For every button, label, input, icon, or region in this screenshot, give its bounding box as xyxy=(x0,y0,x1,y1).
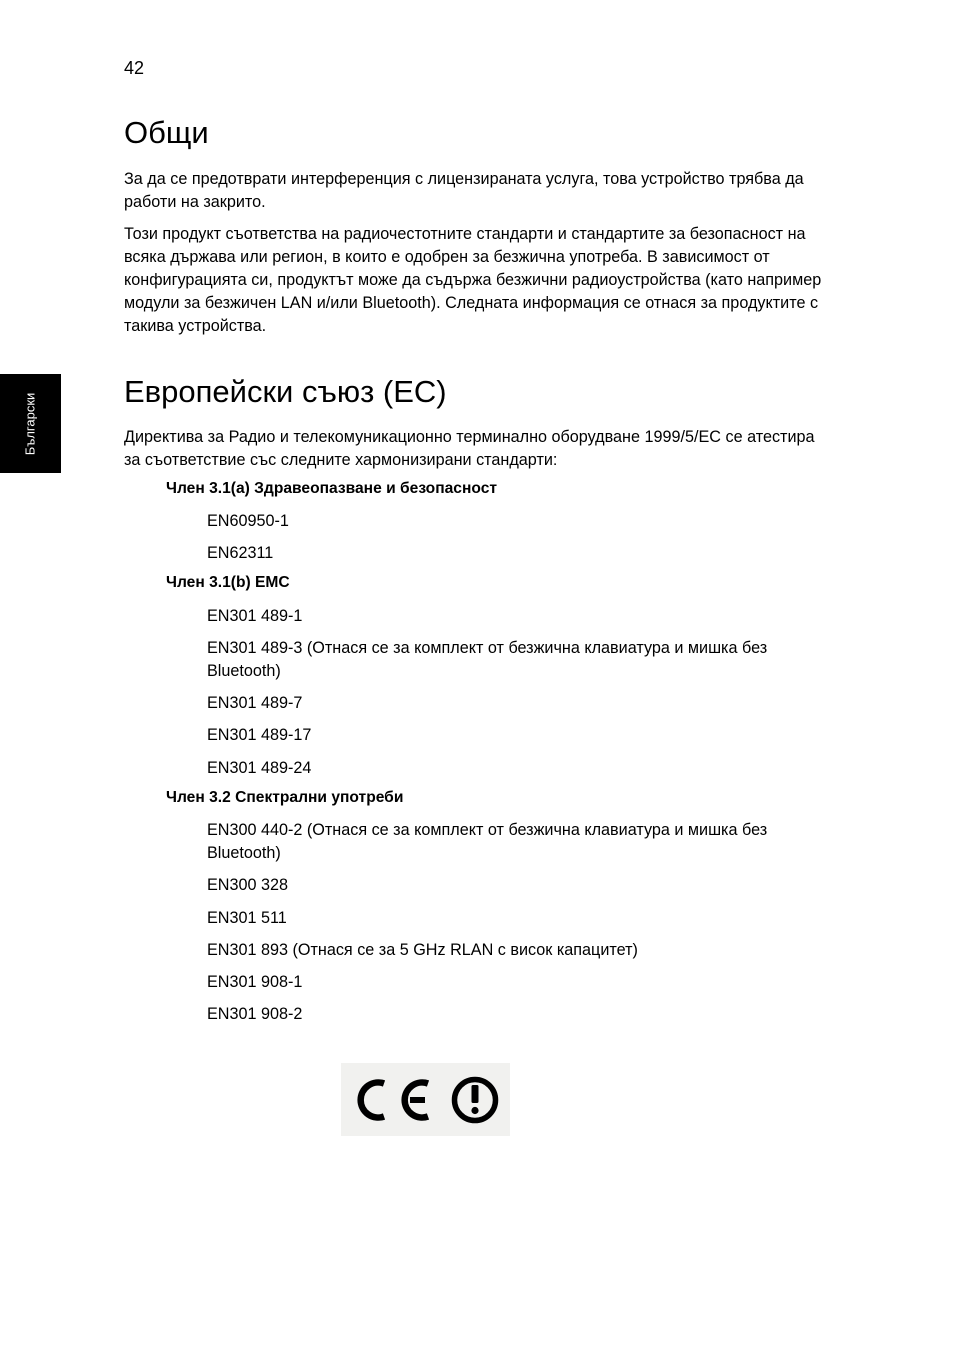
section-title-eu: Европейски съюз (ЕС) xyxy=(124,374,447,409)
side-tab-label: Български xyxy=(22,392,38,456)
ce-marking xyxy=(341,1063,510,1136)
standard-item: EN301 489-3 (Отнася се за комплект от безжична клавиатура и мишка без Bluetooth) xyxy=(207,639,768,680)
standard-item: EN301 908-1 xyxy=(207,973,303,991)
standard-item: EN301 489-17 xyxy=(207,726,312,744)
standard-item: EN300 440-2 (Отнася се за комплект от безжична клавиатура и мишка без Bluetooth) xyxy=(207,821,768,862)
general-paragraph: Този продукт съответства на радиочестотните стандарти и стандартите за безопасност на всяка държава или регион, в които е одобрен за безжична употреба. В зависимост от конфигурацията си, продуктът може да съдържа безжични радиоустройства (като например модули за безжичен LAN и/или Bluetooth). Следната информация се отнася за продуктите с такива устройства. xyxy=(124,225,822,335)
standard-item: EN62311 xyxy=(207,544,274,562)
standard-item: EN60950-1 xyxy=(207,512,289,530)
standard-item: EN301 489-7 xyxy=(207,694,303,712)
standard-item: EN301 489-1 xyxy=(207,607,303,625)
article-title: Член 3.1(b) EMC xyxy=(166,574,290,591)
article-title: Член 3.2 Спектрални употреби xyxy=(166,789,404,806)
section-title-general: Общи xyxy=(124,115,209,150)
standard-item: EN301 908-2 xyxy=(207,1005,303,1023)
ce-mark-icon xyxy=(361,1083,428,1118)
language-side-tab xyxy=(0,374,61,473)
page-number: 42 xyxy=(124,58,145,78)
standard-item: EN300 328 xyxy=(207,876,289,894)
alert-class2-icon xyxy=(455,1080,496,1121)
standard-item: EN301 511 xyxy=(207,909,287,927)
eu-intro: Директива за Радио и телекомуникационно терминално оборудване 1999/5/EC се атестира за съответствие със следните хармонизирани стандарти: xyxy=(124,428,815,469)
standard-item: EN301 893 (Отнася се за 5 GHz RLAN с висок капацитет) xyxy=(207,941,638,959)
general-paragraph: За да се предотврати интерференция с лицензираната услуга, това устройство трябва да работи на закрито. xyxy=(124,170,804,211)
standard-item: EN301 489-24 xyxy=(207,759,312,777)
article-title: Член 3.1(a) Здравеопазване и безопасност xyxy=(166,480,498,497)
